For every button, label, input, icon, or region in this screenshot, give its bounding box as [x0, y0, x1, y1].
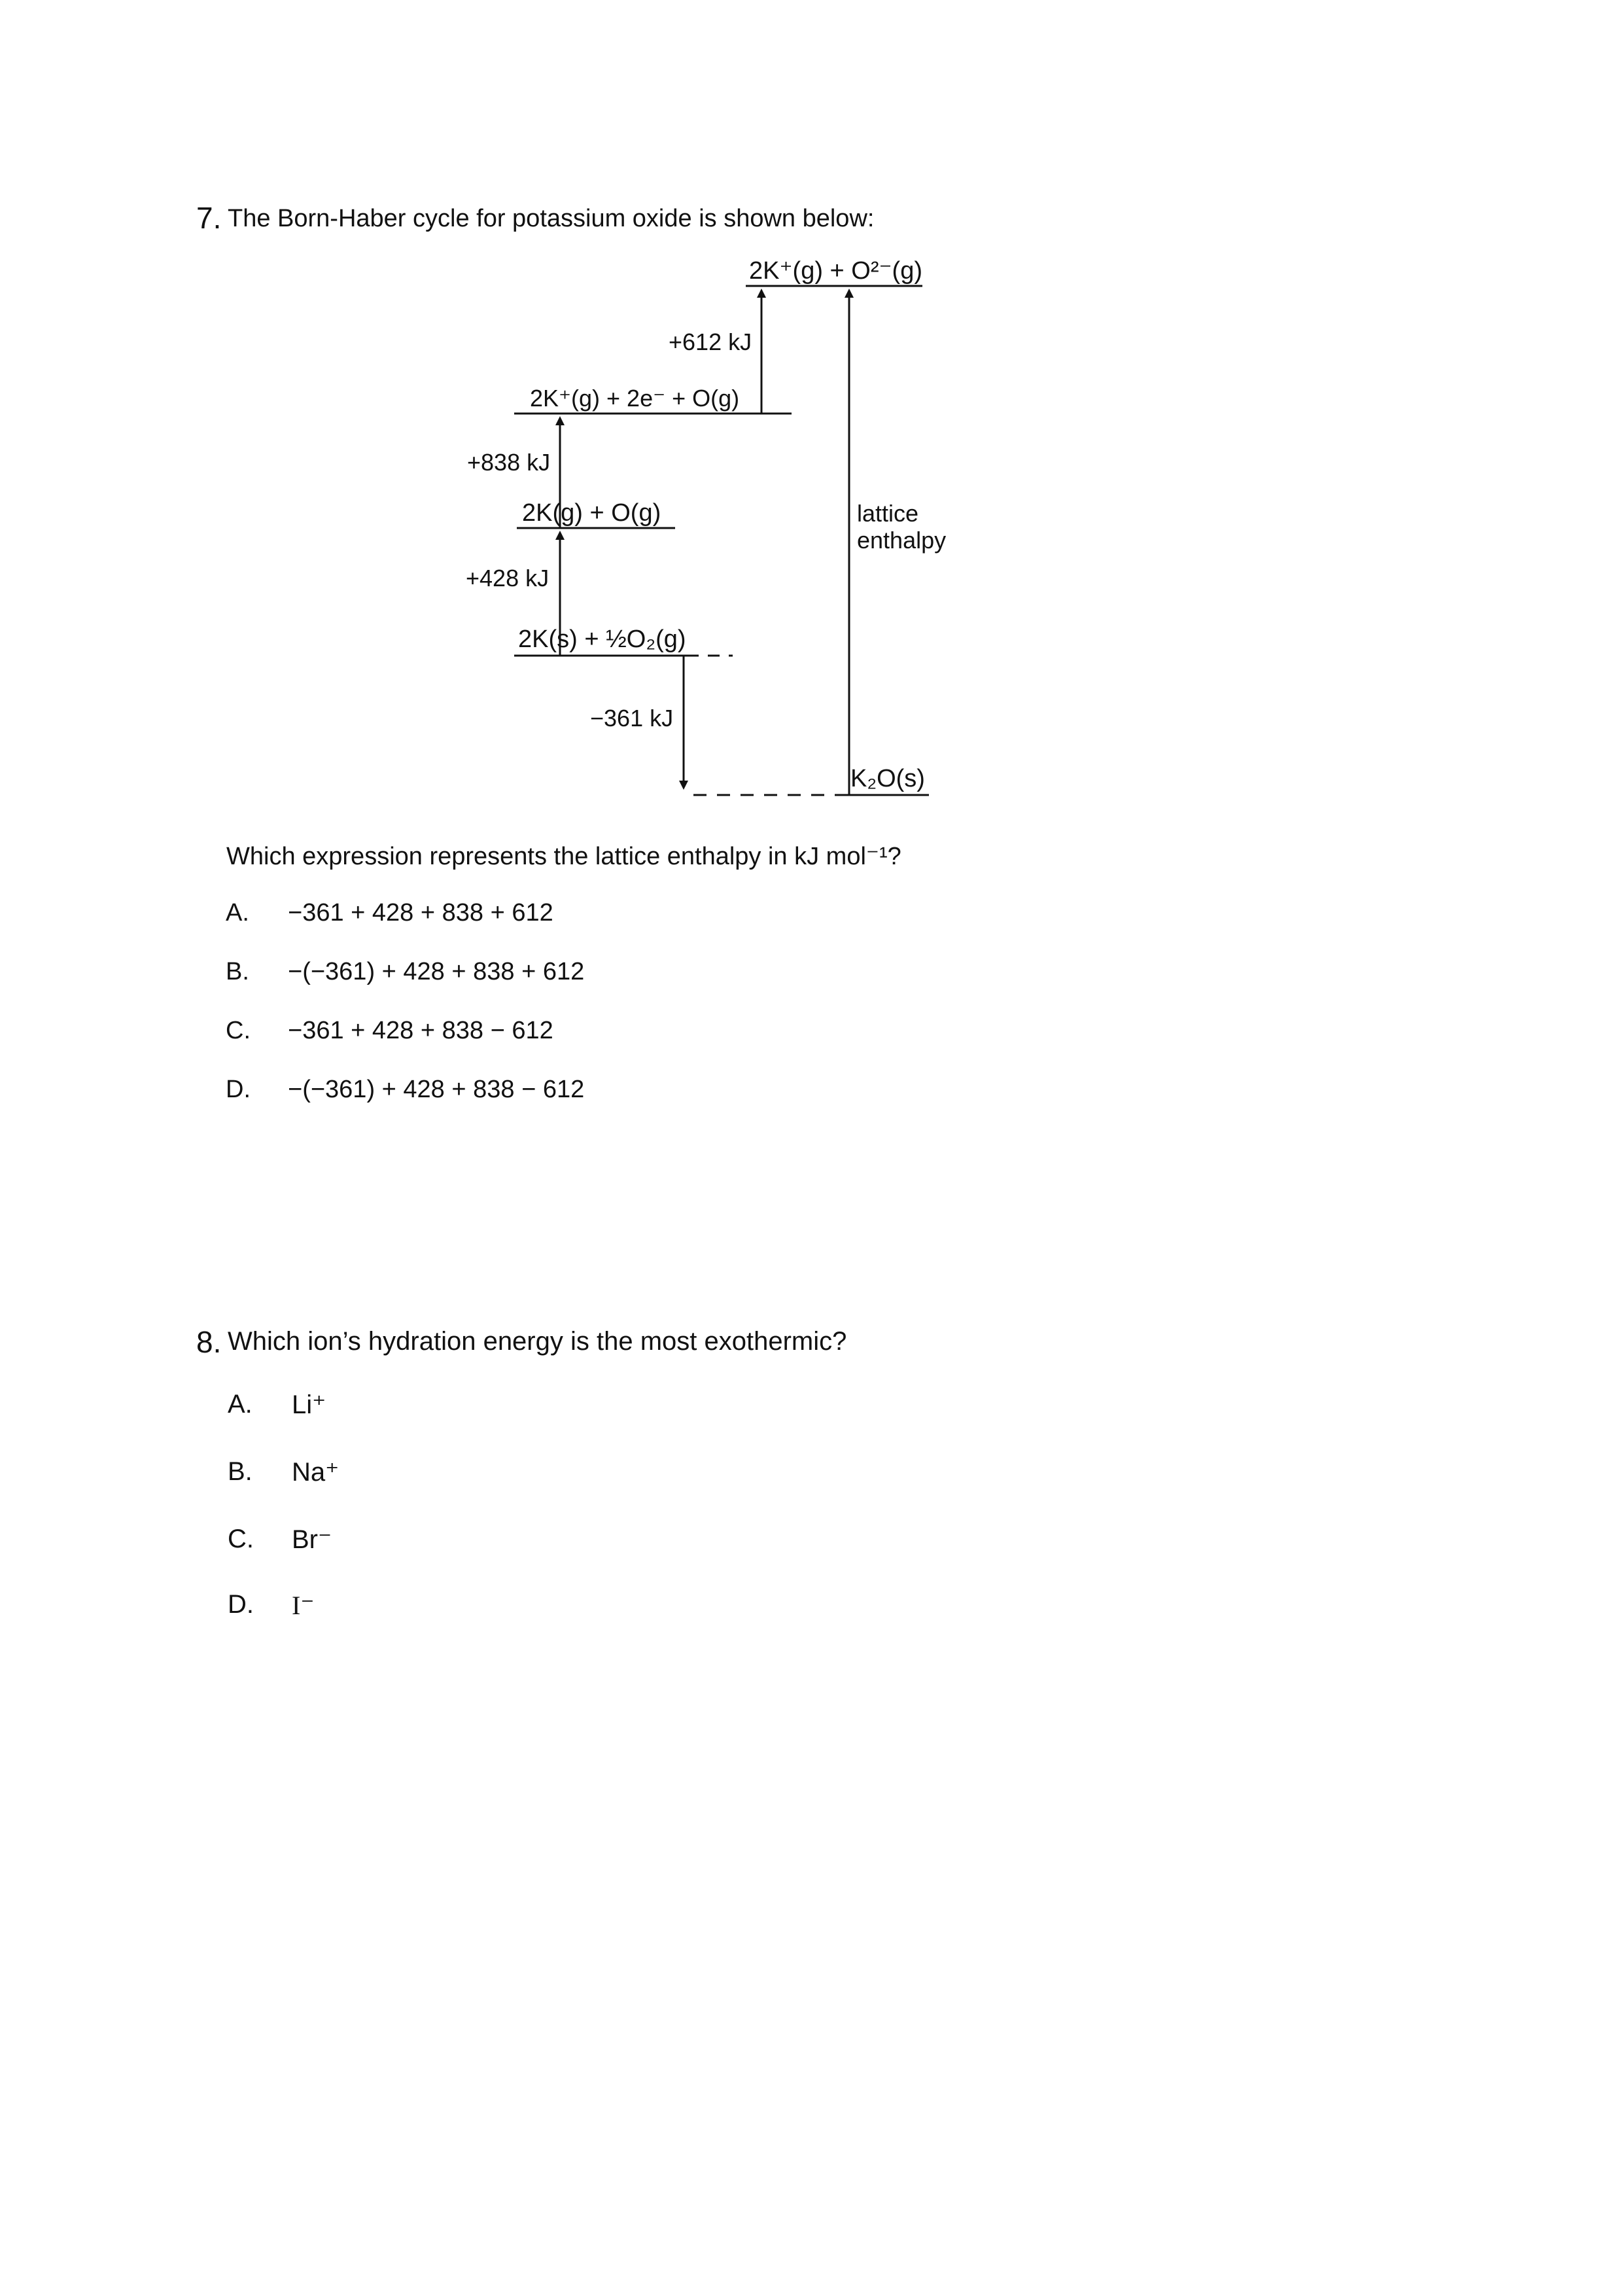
- label-atoms-level: 2K(g) + O(g): [522, 499, 661, 527]
- question-7-text: The Born-Haber cycle for potassium oxide is shown below:: [228, 205, 875, 232]
- energy-label-612: +612 kJ: [669, 328, 752, 355]
- question-7-prompt: Which expression represents the lattice enthalpy in kJ mol⁻¹?: [226, 843, 901, 870]
- q7-option-a-letter: A.: [226, 899, 249, 927]
- q7-option-b-letter: B.: [226, 958, 249, 985]
- q8-option-d-text[interactable]: I⁻: [292, 1591, 315, 1620]
- question-7-number: 7.: [196, 201, 222, 235]
- q8-option-b-text[interactable]: Na⁺: [292, 1458, 340, 1487]
- q8-option-d-letter: D.: [228, 1590, 254, 1619]
- q8-option-a-text[interactable]: Li⁺: [292, 1390, 326, 1419]
- label-top-level: 2K⁺(g) + O²⁻(g): [749, 257, 922, 285]
- question-8-text: Which ion’s hydration energy is the most exothermic?: [228, 1327, 847, 1356]
- label-product-level: K₂O(s): [850, 765, 925, 792]
- q7-option-c-letter: C.: [226, 1017, 251, 1044]
- label-ionised-level: 2K⁺(g) + 2e⁻ + O(g): [530, 385, 740, 412]
- born-haber-diagram: [0, 0, 1623, 851]
- q7-option-b-text[interactable]: −(−361) + 428 + 838 + 612: [288, 958, 585, 985]
- lattice-label-line1: lattice: [857, 500, 919, 527]
- q8-option-c-text[interactable]: Br⁻: [292, 1525, 332, 1554]
- energy-label-838: +838 kJ: [467, 449, 551, 476]
- q7-option-c-text[interactable]: −361 + 428 + 838 − 612: [288, 1017, 553, 1044]
- energy-label-361: −361 kJ: [590, 705, 674, 732]
- label-elements-level: 2K(s) + ½O₂(g): [518, 626, 686, 653]
- q8-option-a-letter: A.: [228, 1390, 253, 1419]
- q7-option-a-text[interactable]: −361 + 428 + 838 + 612: [288, 899, 553, 927]
- q7-option-d-letter: D.: [226, 1076, 251, 1103]
- q8-option-b-letter: B.: [228, 1457, 253, 1486]
- q7-option-d-text[interactable]: −(−361) + 428 + 838 − 612: [288, 1076, 585, 1103]
- lattice-label-line2: enthalpy: [857, 527, 947, 554]
- question-8-number: 8.: [196, 1325, 222, 1359]
- energy-label-428: +428 kJ: [466, 565, 550, 592]
- q8-option-c-letter: C.: [228, 1525, 254, 1553]
